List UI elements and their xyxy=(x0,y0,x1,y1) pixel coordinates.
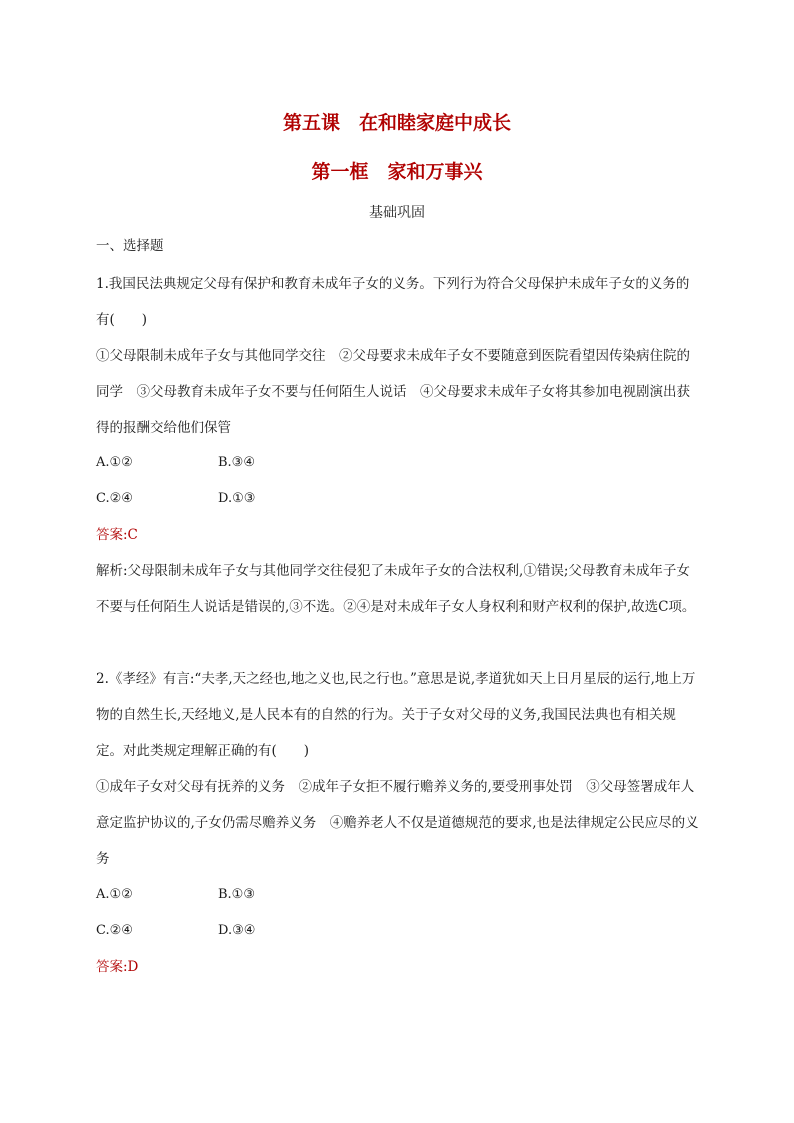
option-a: A.①② xyxy=(96,887,133,902)
option-a: A.①② xyxy=(96,455,133,470)
question-1-items: ①父母限制未成年子女与其他同学交往 ②父母要求未成年子女不要随意到医院看望因传染病住院的同学 ③父母教育未成年子女不要与任何陌生人说话 ④父母要求未成年子女将其参加电视剧演出获得的报酬交给他们保管 xyxy=(96,348,690,436)
question-2 xyxy=(96,661,700,877)
question-2-answer: 答案:D xyxy=(96,959,139,975)
lesson-title: 第五课 在和睦家庭中成长 xyxy=(282,112,511,134)
question-1-options-row-1 xyxy=(96,445,340,481)
question-2-options-row-2 xyxy=(96,913,340,949)
question-1-answer: 答案:C xyxy=(96,527,138,543)
question-2-options-row-1 xyxy=(96,877,340,913)
lesson-subtitle: 第一框 家和万事兴 xyxy=(311,161,483,183)
option-c: C.②④ xyxy=(96,923,133,938)
option-d: D.①③ xyxy=(218,491,256,506)
question-2-stem: 2.《孝经》有言:“夫孝,天之经也,地之义也,民之行也。”意思是说,孝道犹如天上日月星辰的运行,地上万物的自然生长,天经地义,是人民本有的自然的行为。关于子女对父母的义务,我国民法典也有相关规定。对此类规定理解正确的有( ) xyxy=(96,671,696,759)
section-heading: 基础巩固 xyxy=(369,205,425,221)
option-d: D.③④ xyxy=(218,923,256,938)
option-b: B.③④ xyxy=(218,455,255,470)
question-1-options-row-2 xyxy=(96,481,340,517)
question-1 xyxy=(96,266,700,446)
question-1-analysis: 解析:父母限制未成年子女与其他同学交往侵犯了未成年子女的合法权利,①错误;父母教育未成年子女不要与任何陌生人说话是错误的,③不选。②④是对未成年子女人身权利和财产权利的保护,故选C项。 xyxy=(96,563,696,615)
question-2-items: ①成年子女对父母有抚养的义务 ②成年子女拒不履行赡养义务的,要受刑事处罚 ③父母签署成年人意定监护协议的,子女仍需尽赡养义务 ④赡养老人不仅是道德规范的要求,也是法律规定公民应尽的义务 xyxy=(96,779,699,867)
question-1-stem: 1.我国民法典规定父母有保护和教育未成年子女的义务。下列行为符合父母保护未成年子女的义务的有( ) xyxy=(96,276,690,328)
part-heading: 一、选择题 xyxy=(96,238,164,254)
option-b: B.①③ xyxy=(218,887,255,902)
option-c: C.②④ xyxy=(96,491,133,506)
